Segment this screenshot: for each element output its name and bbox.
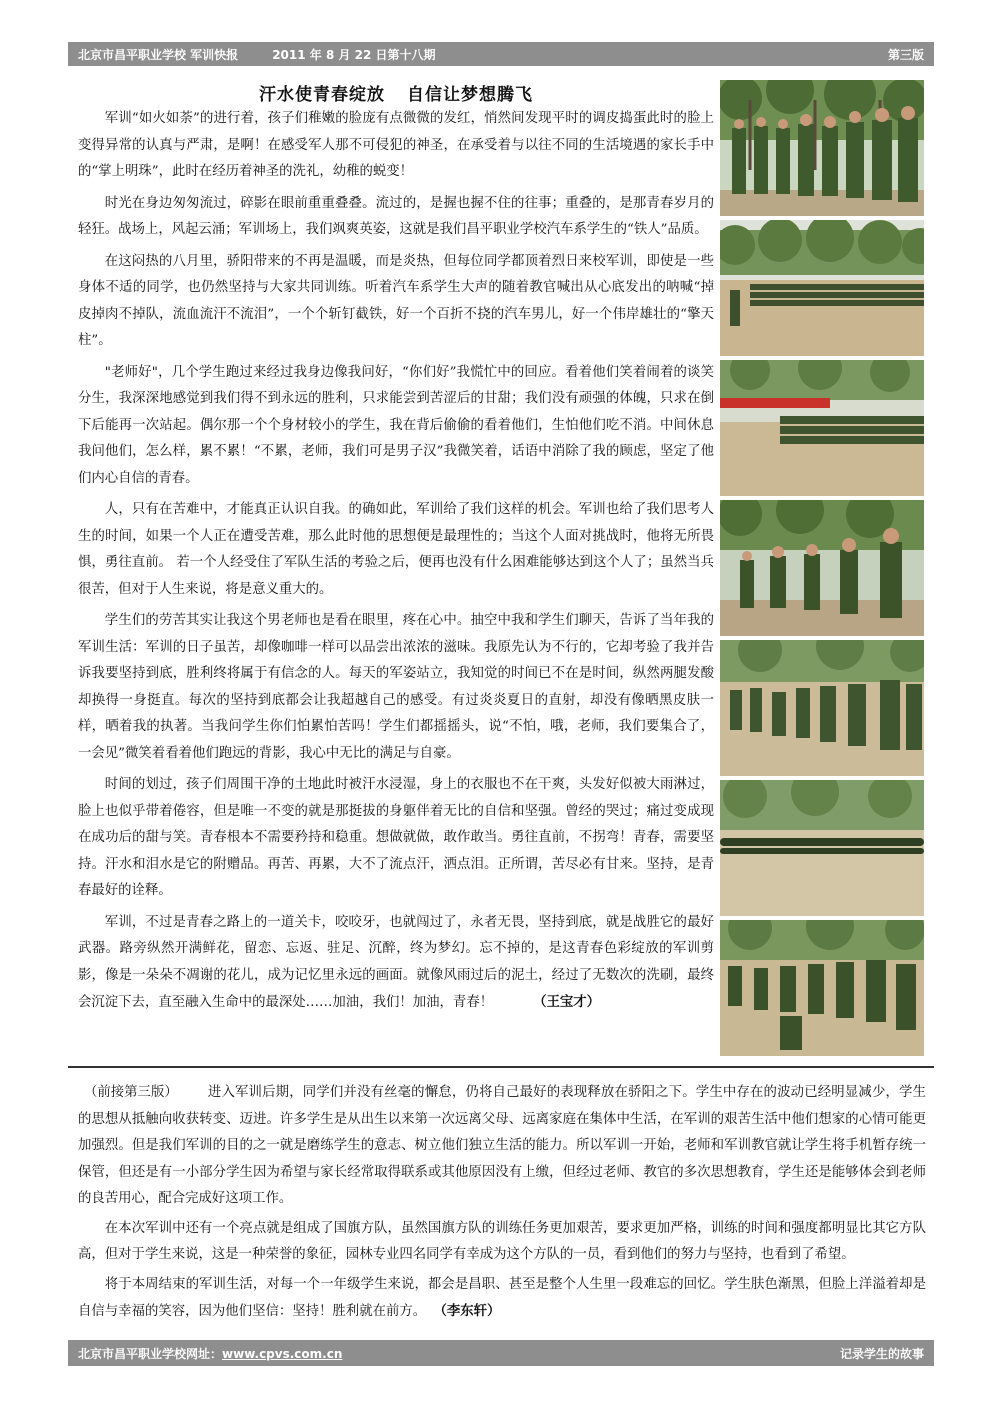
article-paragraph: "老师好"，几个学生跑过来经过我身边像我问好，“你们好”我慌忙中的回应。看着他们笑着闹着的谈笑分生，我深深地感觉到我们得不到永远的胜利，只求能尝到苦涩后的甘甜；我们没有顽强的体魄，只求在倒下后能再一次站起。偶尔那一个个身材较小的学生，我在背后偷偷的看着他们，生怕他们吃不消。中间休息我问他们，怎么样，累不累！“不累，老师，我们可是男子汉”我微笑着，话语中消除了我的顾虑，坚定了他们内心自信的青春。 (78, 364, 714, 486)
footer-bar (68, 1340, 934, 1366)
photo-students-standing-in-formation (720, 80, 924, 216)
footer-left (78, 1345, 840, 1362)
photo-column (720, 80, 924, 1052)
continued-section (78, 1080, 926, 1329)
article-paragraph: 人，只有在苦难中，才能真正认识自我。的确如此，军训给了我们这样的机会。军训也给了我们思考人生的时间，如果一个人正在遭受苦难，那么此时他的思想便是最理性的；当这个人面对挑战时，他将无所畏惧，勇往直前。 若一个人经受住了军队生活的考验之后，便再也没有什么困难能够达到这个人了；虽然当兵很苦，但对于人生来说，将是意义重大的。 (78, 502, 714, 597)
page-number: 第三版 (887, 47, 924, 62)
continued-paragraph-1 (78, 1080, 926, 1213)
photo-group-drill-exercise (720, 500, 924, 636)
continued-paragraph-3-text: 将于本周结束的军训生活，对每一个一年级学生来说，都会是昌职、甚至是整个人生里一段难忘的回忆。学生肤色渐黑，但脸上洋溢着却是自信与幸福的笑容，因为他们坚信：坚持！胜利就在前方。 (78, 1276, 926, 1319)
photo-drill-practice (720, 640, 924, 776)
photo-formation-on-field (720, 220, 924, 356)
issue-date: 2011 年 8 月 22 日第十八期 (272, 47, 436, 62)
article-paragraph: 学生们的劳苦其实让我这个男老师也是看在眼里，疼在心中。抽空中我和学生们聊天，告诉了当年我的军训生活：军训的日子虽苦，却像咖啡一样可以品尝出浓浓的滋味。我原先认为不行的，它却考验了我并告诉我要坚持到底，胜利终将属于有信念的人。每天的军姿站立，我知觉的时间已不在是时间，纵然两腿发酸却换得一身挺直。每次的坚持到底都会让我超越自己的感受。有过炎炎夏日的直射，却没有像晒黑皮肤一样，晒着我的执著。当我问学生你们怕累怕苦吗！学生们都摇摇头，说“不怕，哦，老师，我们要集合了，一会见”微笑着看着他们跑远的背影，我心中无比的满足与自豪。 (78, 613, 714, 761)
section-divider (68, 1066, 934, 1068)
article-paragraph-last (78, 910, 714, 1017)
header-bar (68, 42, 934, 66)
continued-paragraph-1-text: 进入军训后期，同学们并没有丝毫的懈怠，仍将自己最好的表现释放在骄阳之下。学生中存在的波动已经明显减少，学生的思想从抵触向收获转变、迈进。许多学生是从出生以来第一次远离父母、远离家庭在集体中生活，在军训的艰苦生活中他们想家的心情可能更加强烈。但是我们军训的目的之一就是磨练学生的意志、树立他们独立生活的能力。所以军训一开始，老师和军训教官就让学生将手机暂存统一保管，但还是有一小部分学生因为希望与家长经常取得联系或其他原因没有上缴，但经过老师、教官的多次思想教育，学生还是能够体会到老师的良苦用心，配合完成好这项工作。 (78, 1085, 926, 1206)
continued-author: （李东轩） (440, 1303, 501, 1319)
article-title (78, 80, 714, 105)
continued-lead: （前接第三版） (84, 1085, 178, 1100)
article-paragraph: 在这闷热的八月里，骄阳带来的不再是温暖，而是炎热，但每位同学都顶着烈日来校军训，即使是一些身体不适的同学，也仍然坚持与大家共同训练。听着汽车系学生大声的随着教官喊出从心底发出的呐喊“掉皮掉肉不掉队，流血流汗不流泪”，一个个斩钉截铁，好一个百折不挠的汽车男儿，好一个伟岸雄壮的“擎天柱”。 (78, 253, 714, 348)
title-part-1: 汗水使青春绽放 (259, 85, 385, 105)
footer-slogan: 记录学生的故事 (839, 1346, 924, 1361)
site-label: 北京市昌平职业学校网址： (78, 1346, 223, 1361)
continued-paragraph-2: 在本次军训中还有一个亮点就是组成了国旗方队，虽然国旗方队的训练任务更加艰苦，要求更加严格，训练的时间和强度都明显比其它方队高，但对于学生来说，这是一种荣誉的象征，园林专业四名同学有幸成为这个方队的一员，看到他们的努力与坚持，也看到了希望。 (78, 1220, 926, 1262)
photo-group-training-rows (720, 920, 924, 1056)
article-paragraph: 时间的划过，孩子们周围干净的土地此时被汗水浸湿，身上的衣服也不在干爽，头发好似被大雨淋过，脸上也似乎带着倦容，但是唯一不变的就是那挺拔的身躯伴着无比的自信和坚强。曾经的哭过；痛过变成现在成功后的甜与笑。青春根本不需要矜持和稳重。想做就做，敢作敢当。勇往直前，不拐弯！青春，需要坚持。汗水和泪水是它的附赠品。再苦、再累，大不了流点汗，洒点泪。正所谓，苦尽必有甘来。坚持，是青春最好的诠释。 (78, 777, 714, 898)
article-paragraph: 军训“如火如荼”的进行着，孩子们稚嫩的脸庞有点微微的发红，悄然间发现平时的调皮捣蛋此时的脸上变得异常的认真与严肃，是啊！在感受军人那不可侵犯的神圣，在承受着与以往不同的生活境遇的家长手中的“掌上明珠”，此时在经历着神圣的洗礼，幼稚的蜕变！ (78, 111, 714, 179)
title-part-2: 自信让梦想腾飞 (407, 85, 533, 105)
photo-marching-with-banner (720, 360, 924, 496)
article-author: （王宝才） (533, 994, 601, 1010)
site-url-link[interactable]: www.cpvs.com.cn (222, 1346, 343, 1361)
continued-paragraph-3 (78, 1272, 926, 1326)
article-paragraph-text: 军训，不过是青春之路上的一道关卡，咬咬牙，也就闯过了，永者无畏，坚持到底，就是战胜它的最好武器。路旁纵然开满鲜花，留恋、忘返、驻足、沉醉，终为梦幻。忘不掉的，是这青春色彩绽放的军训剪影，像是一朵朵不凋谢的花儿，成为记忆里永远的画面。就像风雨过后的泥土，经过了无数次的洗刷，最终会沉淀下去，直至融入生命中的最深处……加油，我们！加油，青春！ (78, 914, 714, 1010)
photo-students-resting-on-ground (720, 780, 924, 916)
school-title: 北京市昌平职业学校 军训快报 (78, 47, 239, 62)
article-paragraph: 时光在身边匆匆流过，碎影在眼前重重叠叠。流过的，是握也握不住的往事；重叠的，是那青春岁月的轻狂。战场上，风起云涌；军训场上，我们飒爽英姿，这就是我们昌平职业学校汽车系学生的“铁人”品质。 (78, 195, 714, 237)
header-left (78, 46, 888, 63)
article-body (78, 106, 714, 1022)
